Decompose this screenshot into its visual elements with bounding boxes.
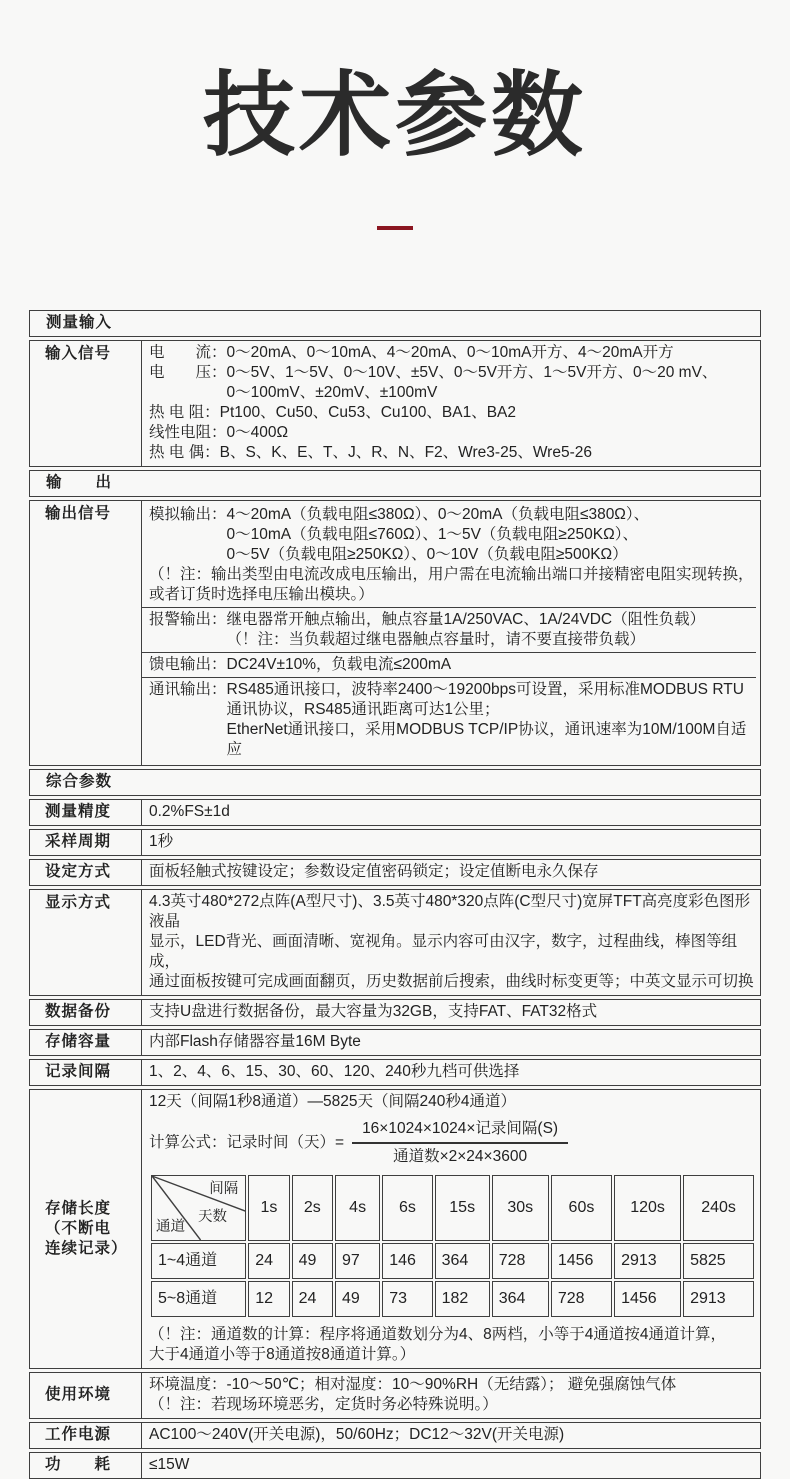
value-line: 支持U盘进行数据备份，最大容量为32GB，支持FAT、FAT32格式 [149, 1002, 598, 1020]
entry-value [227, 680, 756, 760]
value-line: 显示，LED背光、画面清晰、宽视角。显示内容可由汉字，数字，过程曲线，棒图等组成， [149, 932, 738, 970]
row-content [142, 1373, 760, 1418]
storage-data-cell: 24 [292, 1281, 333, 1317]
storage-col-header: 60s [551, 1175, 612, 1241]
value-line: 0～5V（负载电阻≥250KΩ）、0～10V（负载电阻≥500KΩ） [226, 545, 628, 563]
row-content [142, 800, 760, 825]
spec-row-accuracy [29, 799, 761, 826]
row-label: 测量精度 [30, 800, 142, 825]
storage-data-cell: 5825 [683, 1243, 754, 1279]
storage-data-cell: 2913 [683, 1281, 754, 1317]
corner-label-interval: 间隔 [209, 1180, 239, 1197]
storage-col-header: 15s [435, 1175, 490, 1241]
row-content [142, 1423, 760, 1448]
storage-table-row [151, 1243, 754, 1279]
value-line: 0.2%FS±1d [149, 802, 230, 820]
formula [149, 1119, 756, 1167]
storage-data-cell: 2913 [614, 1243, 681, 1279]
row-label: 输出信号 [30, 501, 142, 765]
value-line: 0～10mA（负载电阻≤760Ω）、1～5V（负载电阻≥250KΩ）、 [226, 525, 638, 543]
output-block [149, 503, 756, 607]
note-line: 或者订货时选择电压输出模块。） [149, 585, 374, 603]
row-content [142, 890, 760, 995]
storage-data-cell: 12 [248, 1281, 289, 1317]
storage-intro-line: 12天（间隔1秒8通道）—5825天（间隔240秒4通道） [149, 1092, 516, 1110]
value-line: 通讯协议，RS485通讯距离可达1公里； [226, 700, 500, 718]
entry-value: B、S、K、E、T、J、R、N、F2、Wre3-25、Wre5-26 [219, 443, 592, 461]
storage-col-header: 1s [248, 1175, 289, 1241]
spec-row-sampling-period [29, 829, 761, 856]
storage-data-cell: 24 [248, 1243, 289, 1279]
spec-row-measurement-input [29, 310, 761, 337]
storage-data-cell: 49 [292, 1243, 333, 1279]
storage-row-header: 1~4通道 [151, 1243, 246, 1279]
value-line: RS485通讯接口，波特率2400～19200bps可设置，采用标准MODBUS RTU [226, 680, 744, 698]
entry-value: Pt100、Cu50、Cu53、Cu100、BA1、BA2 [219, 403, 517, 421]
note-line: （！注：通道数的计算：程序将通道数划分为4、8两档，小等于4通道按4通道计算， [149, 1325, 726, 1343]
storage-table-header-row [151, 1175, 754, 1241]
spec-entry [149, 363, 756, 403]
value-line: EtherNet通讯接口，采用MODBUS TCP/IP协议，通讯速率为10M/100M自适应 [226, 720, 747, 758]
storage-data-cell: 364 [435, 1243, 490, 1279]
row-label [30, 1090, 142, 1368]
spec-table [29, 310, 761, 1479]
value-line: 0～100mV、±20mV、±100mV [226, 383, 438, 401]
storage-data-cell: 728 [492, 1243, 549, 1279]
value-line: 0～5V、1～5V、0～10V、±5V、0～5V开方、1～5V开方、0～20 mV、 [226, 363, 718, 381]
entry-value: 0～20mA、0～10mA、4～20mA、0～10mA开方、4～20mA开方 [226, 343, 674, 361]
row-label: 使用环境 [30, 1373, 142, 1418]
storage-col-header: 2s [292, 1175, 333, 1241]
row-content [142, 501, 760, 765]
spec-row-power-consumption [29, 1452, 761, 1479]
value-line: 4.3英寸480*272点阵(A型尺寸)、3.5英寸480*320点阵(C型尺寸)宽屏TFT高亮度彩色图形液晶 [149, 892, 751, 930]
output-block [142, 652, 756, 677]
storage-data-cell: 49 [335, 1281, 380, 1317]
output-block [142, 677, 756, 762]
row-label: 记录间隔 [30, 1060, 142, 1085]
storage-row-header: 5~8通道 [151, 1281, 246, 1317]
spec-entry [149, 680, 756, 760]
value-line: （！注：当负载超过继电器触点容量时，请不要直接带负载） [226, 630, 646, 648]
row-label: 数据备份 [30, 1000, 142, 1025]
storage-col-header: 120s [614, 1175, 681, 1241]
spec-row-data-backup [29, 999, 761, 1026]
storage-data-cell: 364 [492, 1281, 549, 1317]
entry-value [227, 655, 756, 675]
value-line: ≤15W [149, 1455, 190, 1473]
spec-row-setting-method [29, 859, 761, 886]
note-line: （！注：输出类型由电流改成电压输出，用户需在电流输出端口并接精密电阻实现转换， [149, 565, 754, 583]
corner-label-channel: 通道 [156, 1218, 185, 1235]
value-line: 4～20mA（负载电阻≤380Ω）、0～20mA（负载电阻≤380Ω）、 [226, 505, 650, 523]
entry-key: 电 压： [149, 363, 227, 381]
row-label: 功 耗 [30, 1453, 142, 1478]
storage-data-cell: 1456 [551, 1243, 612, 1279]
spec-entry [149, 423, 756, 443]
storage-table [149, 1173, 756, 1319]
spec-row-environment [29, 1372, 761, 1419]
entry-value [227, 363, 756, 403]
value-line: 通过面板按键可完成画面翻页，历史数据前后搜索，曲线时标变更等；中英文显示可切换 [149, 972, 754, 990]
row-label: 设定方式 [30, 860, 142, 885]
spec-row-output [29, 470, 761, 497]
formula-fraction [352, 1119, 568, 1167]
entry-key: 热 电 偶： [149, 443, 220, 461]
entry-key: 馈电输出： [149, 655, 227, 673]
row-label: 采样周期 [30, 830, 142, 855]
entry-key: 模拟输出： [149, 505, 227, 523]
row-label: 存储容量 [30, 1030, 142, 1055]
formula-lead: 计算公式：记录时间（天）= [149, 1133, 345, 1151]
spec-entry [149, 403, 756, 423]
row-content [142, 1453, 760, 1478]
row-label-line: 连续记录） [45, 1239, 128, 1257]
row-content [142, 1000, 760, 1025]
value-line: AC100～240V(开关电源)，50/60Hz；DC12～32V(开关电源) [149, 1425, 565, 1443]
value-line: DC24V±10%，负载电流≤200mA [226, 655, 452, 673]
row-label: 工作电源 [30, 1423, 142, 1448]
storage-data-cell: 97 [335, 1243, 380, 1279]
spec-row-general-params [29, 769, 761, 796]
value-line: （！注：若现场环境恶劣，定货时务必特殊说明。） [149, 1395, 498, 1413]
value-line: 1、2、4、6、15、30、60、120、240秒九档可供选择 [149, 1062, 520, 1080]
storage-col-header: 240s [683, 1175, 754, 1241]
corner-cell [151, 1175, 246, 1241]
row-content [142, 860, 760, 885]
row-label: 输入信号 [30, 341, 142, 466]
entry-value [227, 505, 756, 565]
row-label-line: （不断电 [45, 1219, 112, 1237]
section-header: 综合参数 [46, 772, 113, 790]
spec-row-display-mode [29, 889, 761, 996]
entry-key: 报警输出： [149, 610, 227, 628]
spec-row-input-signal [29, 340, 761, 467]
spec-entry [149, 443, 756, 463]
section-header: 测量输入 [46, 313, 113, 331]
formula-numerator: 16×1024×1024×记录间隔(S) [352, 1119, 568, 1144]
spec-row-output-signal [29, 500, 761, 766]
row-content [142, 1090, 760, 1368]
row-label: 显示方式 [30, 890, 142, 995]
entry-key: 通讯输出： [149, 680, 227, 698]
storage-col-header: 4s [335, 1175, 380, 1241]
row-label-line: 存储长度 [45, 1199, 112, 1217]
title-divider-rule [377, 226, 413, 230]
value-line: 内部Flash存储器容量16M Byte [149, 1032, 361, 1050]
entry-key: 热 电 阻： [149, 403, 220, 421]
page-title: 技术参数 [202, 65, 587, 167]
spec-entry [149, 343, 756, 363]
entry-value [227, 610, 756, 650]
spec-row-storage-capacity [29, 1029, 761, 1056]
output-block [142, 607, 756, 652]
storage-col-header: 30s [492, 1175, 549, 1241]
entry-key: 电 流： [149, 343, 227, 361]
entry-value: 0～400Ω [226, 423, 289, 441]
spec-row-storage-length [29, 1089, 761, 1369]
value-line: 1秒 [149, 832, 174, 850]
value-line: 继电器常开触点输出，触点容量1A/250VAC、1A/24VDC（阻性负载） [226, 610, 706, 628]
spec-entry [149, 610, 756, 650]
storage-col-header: 6s [382, 1175, 432, 1241]
storage-data-cell: 73 [382, 1281, 432, 1317]
storage-data-cell: 728 [551, 1281, 612, 1317]
storage-table-row [151, 1281, 754, 1317]
entry-key: 线性电阻： [149, 423, 227, 441]
row-content [142, 1060, 760, 1085]
spec-entry [149, 505, 756, 565]
section-header: 输 出 [46, 473, 113, 491]
row-content [142, 341, 760, 466]
value-line: 环境温度：-10～50℃；相对湿度：10～90%RH（无结露）； 避免强腐蚀气体 [149, 1375, 677, 1393]
corner-label-days: 天数 [198, 1208, 227, 1225]
storage-data-cell: 1456 [614, 1281, 681, 1317]
storage-data-cell: 146 [382, 1243, 432, 1279]
spec-entry [149, 655, 756, 675]
row-content [142, 1030, 760, 1055]
storage-data-cell: 182 [435, 1281, 490, 1317]
formula-denominator: 通道数×2×24×3600 [393, 1147, 528, 1165]
note-line: 大于4通道小等于8通道按8通道计算。） [149, 1345, 416, 1363]
value-line: 面板轻触式按键设定；参数设定值密码锁定；设定值断电永久保存 [149, 862, 599, 880]
spec-row-record-interval [29, 1059, 761, 1086]
spec-row-power-supply [29, 1422, 761, 1449]
row-content [142, 830, 760, 855]
